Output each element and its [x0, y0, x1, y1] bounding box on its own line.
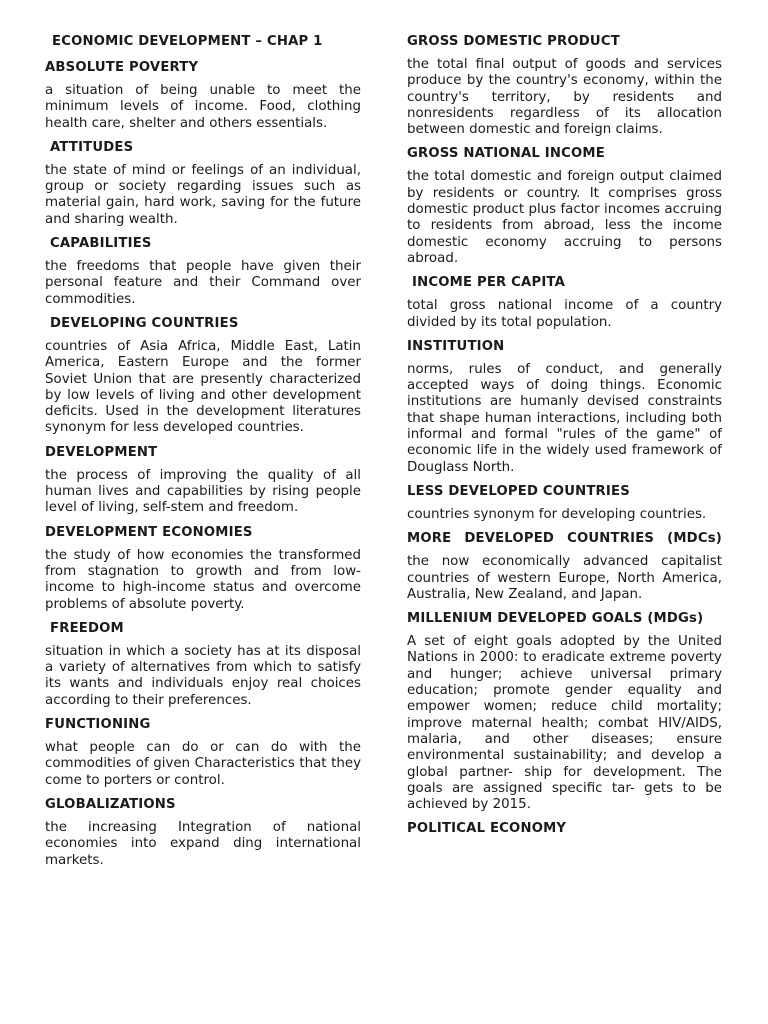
term-definition: the process of improving the quality of all human lives and capabilities by rising people level of living, self-stem and freedom.	[45, 467, 361, 516]
term-heading: ABSOLUTE POVERTY	[45, 60, 199, 75]
term-heading: GLOBALIZATIONS	[45, 796, 176, 812]
term-definition: the study of how economies the transformed from stagnation to growth and from low-income to high-income status and overcome problems of absolute poverty.	[45, 547, 361, 612]
term-heading: MILLENIUM DEVELOPED GOALS (MDGs)	[407, 611, 704, 627]
term-heading: ATTITUDES	[50, 139, 134, 155]
term-heading: POLITICAL ECONOMY	[407, 821, 567, 837]
term-heading: DEVELOPING COUNTRIES	[50, 315, 239, 331]
term-definition: the now economically advanced capitalist countries of western Europe, North America, Australia, New Zealand, and Japan.	[407, 554, 722, 602]
term-definition: the increasing Integration of national economies into expand ding international markets.	[45, 819, 361, 868]
term-definition: countries synonym for developing countries.	[407, 506, 707, 522]
term-heading: DEVELOPMENT ECONOMIES	[45, 524, 253, 540]
term-heading: GROSS DOMESTIC PRODUCT	[407, 34, 620, 49]
term-heading: CAPABILITIES	[50, 236, 152, 252]
term-heading: INCOME PER CAPITA	[412, 275, 566, 291]
term-heading: LESS DEVELOPED COUNTRIES	[407, 483, 630, 499]
term-definition: countries of Asia Africa, Middle East, Latin America, Eastern Europe and the former Soviet Union that are presently characterized by low levels of living and other development deficits. Used in the development literatures synonym for less developed countries.	[45, 338, 361, 436]
term-definition: A set of eight goals adopted by the United Nations in 2000: to eradicate extreme poverty and hunger; achieve universal primary education; promote gender equality and empower women; reduce child mortality; improve maternal health; combat HIV/AIDS, malaria, and other diseases; ensure environmental sustainability; and develop a global partner- ship for development. The goals are assigned specific tar- gets to be achieved by 2015.	[407, 634, 722, 813]
term-definition: the state of mind or feelings of an individual, group or society regarding issues such as material gain, hard work, saving for the future and sharing wealth.	[45, 162, 361, 227]
term-definition: a situation of being unable to meet the minimum levels of income. Food, clothing health care, shelter and others essentials.	[45, 83, 361, 131]
term-definition: what people can do or can do with the commodities of given Characteristics that they come to porters or control.	[45, 740, 361, 788]
term-definition: the total domestic and foreign output claimed by residents or country. It comprises gross domestic product plus factor incomes accruing to residents from abroad, less the income domestic economy accruing to persons abroad.	[407, 169, 722, 266]
left-column	[45, 33, 361, 876]
term-definition: the freedoms that people have given their personal feature and their Command over commodities.	[45, 259, 361, 307]
term-heading: FUNCTIONING	[45, 717, 151, 733]
term-definition: the total final output of goods and services produce by the country's economy, within the country's territory, by residents and nonresidents regardless of its allocation between domestic and foreign claims.	[407, 57, 722, 138]
term-definition: total gross national income of a country divided by its total population.	[407, 298, 722, 330]
term-heading: INSTITUTION	[407, 338, 505, 354]
term-definition: situation in which a society has at its disposal a variety of alternatives from which to satisfy its wants and individuals enjoy real choices according to their preferences.	[45, 643, 361, 708]
term-definition: norms, rules of conduct, and generally accepted ways of doing things. Economic institutions are humanly devised constraints that shape human interactions, including both informal and formal "rules of the game" of economic life in the widely used framework of Douglass North.	[407, 361, 722, 475]
term-heading: FREEDOM	[50, 620, 124, 636]
right-column	[407, 33, 722, 844]
term-heading: DEVELOPMENT	[45, 444, 158, 460]
term-heading: GROSS NATIONAL INCOME	[407, 146, 605, 162]
document-title: ECONOMIC DEVELOPMENT – CHAP 1	[52, 34, 323, 49]
term-heading: MORE DEVELOPED COUNTRIES (MDCs)	[407, 531, 722, 547]
